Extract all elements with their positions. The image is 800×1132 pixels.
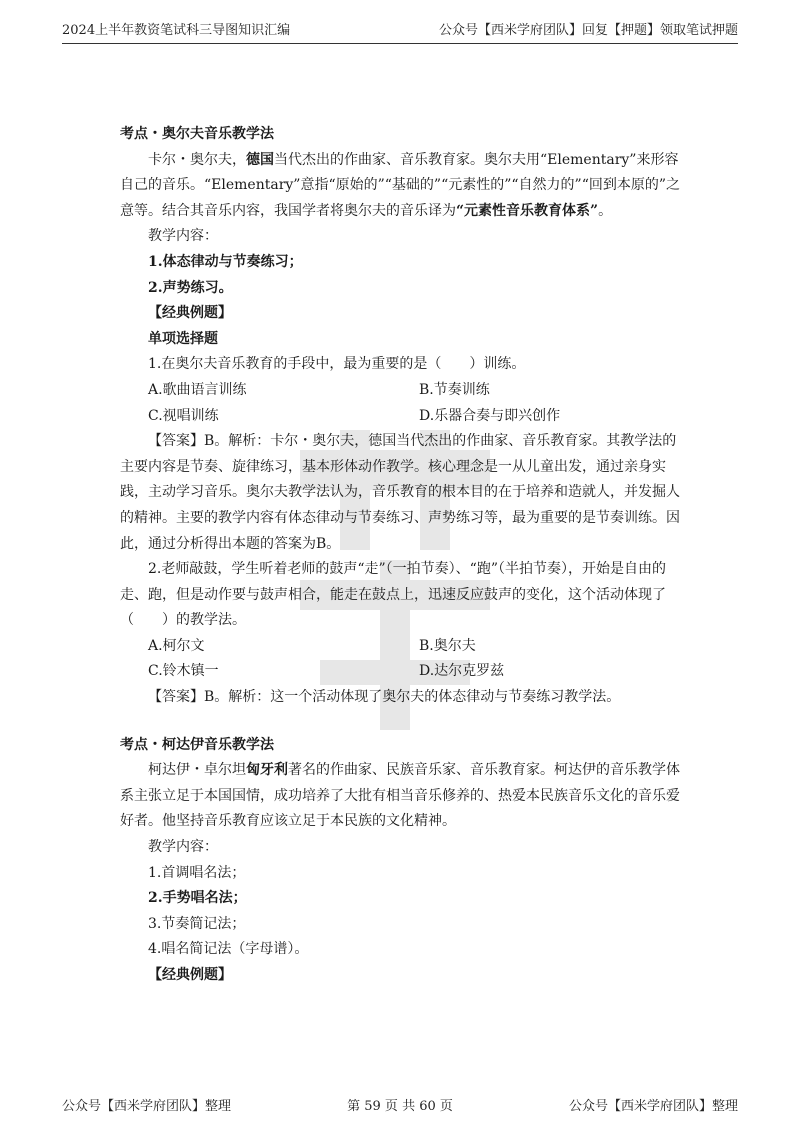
header-right-text: 公众号【西米学府团队】回复【押题】领取笔试押题 — [438, 23, 738, 38]
q2-option-d: D.达尔克罗兹 — [419, 663, 505, 680]
kodaly-example-label: 【经典例题】 — [148, 967, 232, 983]
question-1: 1.在奥尔夫音乐教育的手段中，最为重要的是（ ）训练。 — [148, 356, 526, 373]
orff-system-name: “元素性音乐教育体系” — [456, 202, 599, 219]
orff-content-label: 教学内容： — [148, 228, 218, 245]
orff-intro-text-2: 当代杰出的作曲家、音乐教育家。奥尔夫用“Elementary”来形容自己的音乐。“Elementary”意指“原始的”“基础的”“元素性的”“自然力的”“回到本原的”之意等。结合其音乐内容，我国学者将奥尔夫的音乐译为 — [120, 151, 681, 219]
q1-option-a: A.歌曲语言训练 — [148, 381, 247, 398]
section-title-orff: 考点・奥尔夫音乐教学法 — [120, 126, 274, 142]
answer-2: 【答案】B。解析：这一个活动体现了奥尔夫的体态律动与节奏练习教学法。 — [148, 689, 621, 706]
orff-item-2: 2.声势练习。 — [148, 279, 233, 296]
q2-options-row-2 — [120, 659, 690, 685]
kodaly-intro-text: 柯达伊・卓尔坦 — [148, 762, 246, 779]
q1-option-c: C.视唱训练 — [148, 407, 219, 424]
q2-option-c: C.铃木镇一 — [148, 663, 219, 680]
kodaly-intro-paragraph — [120, 758, 690, 835]
orff-intro-text: 卡尔・奥尔夫， — [148, 151, 246, 168]
footer-right-text: 公众号【西米学府团队】整理 — [568, 1099, 738, 1114]
kodaly-content-label: 教学内容： — [148, 839, 218, 856]
q1-option-d: D.乐器合奏与即兴创作 — [419, 407, 561, 424]
kodaly-item-2: 2.手势唱名法； — [148, 890, 247, 907]
orff-intro-end: 。 — [598, 202, 613, 219]
q2-option-b: B.奥尔夫 — [419, 637, 476, 654]
header-left-text: 2024上半年教资笔试科三导图知识汇编 — [62, 23, 291, 38]
answer-1: 【答案】B。解析：卡尔・奥尔夫，德国当代杰出的作曲家、音乐教育家。其教学法的主要内容是节奏、旋律练习，基本形体动作教学。核心理念是一从儿童出发，通过亲身实践，主动学习音乐。奥尔夫教学法认为，音乐教育的根本目的在于培养和造就人，并发掘人的精神。主要的教学内容有体态律动与节奏练习、声势练习等，最为重要的是节奏训练。因此，通过分析得出本题的答案为B。 — [120, 433, 680, 552]
orff-item-1: 1.体态律动与节奏练习； — [148, 253, 303, 270]
q2-options-row-1 — [120, 634, 690, 660]
q2-option-a: A.柯尔文 — [148, 637, 205, 654]
page-content — [120, 122, 690, 989]
footer-left-text: 公众号【西米学府团队】整理 — [62, 1099, 232, 1114]
kodaly-intro-text-2: 著名的作曲家、民族音乐家、音乐教育家。柯达伊的音乐教学体系主张立足于本国国情，成功培养了大批有相当音乐修养的、热爱本民族音乐文化的音乐爱好者。他坚持音乐教育应该立足于本民族的文化精神。 — [120, 762, 680, 830]
section-title-kodaly: 考点・柯达伊音乐教学法 — [120, 736, 274, 753]
kodaly-item-1: 1.首调唱名法； — [148, 864, 246, 881]
kodaly-item-4: 4.唱名简记法（字母谱）。 — [148, 941, 309, 958]
q1-options-row-2 — [120, 404, 690, 430]
question-2: 2.老师敲鼓，学生听着老师的鼓声“走”（一拍节奏）、“跑”（半拍节奏），开始是自由的走、跑，但是动作要与鼓声相合，能走在鼓点上，迅速反应鼓声的变化，这个活动体现了（ ）的教学法。 — [120, 561, 666, 629]
page-number: 第 59 页 共 60 页 — [347, 1099, 453, 1114]
q1-option-b: B.节奏训练 — [419, 381, 490, 398]
page-footer — [62, 1095, 738, 1114]
page-header — [62, 18, 738, 44]
orff-country: 德国 — [246, 151, 274, 168]
kodaly-country: 匈牙利 — [246, 762, 288, 779]
orff-example-label: 【经典例题】 — [148, 305, 232, 322]
question-type: 单项选择题 — [148, 330, 218, 347]
q1-options-row-1 — [120, 378, 690, 404]
orff-intro-paragraph — [120, 148, 690, 225]
section-gap — [120, 711, 690, 733]
kodaly-item-3: 3.节奏简记法； — [148, 915, 246, 932]
